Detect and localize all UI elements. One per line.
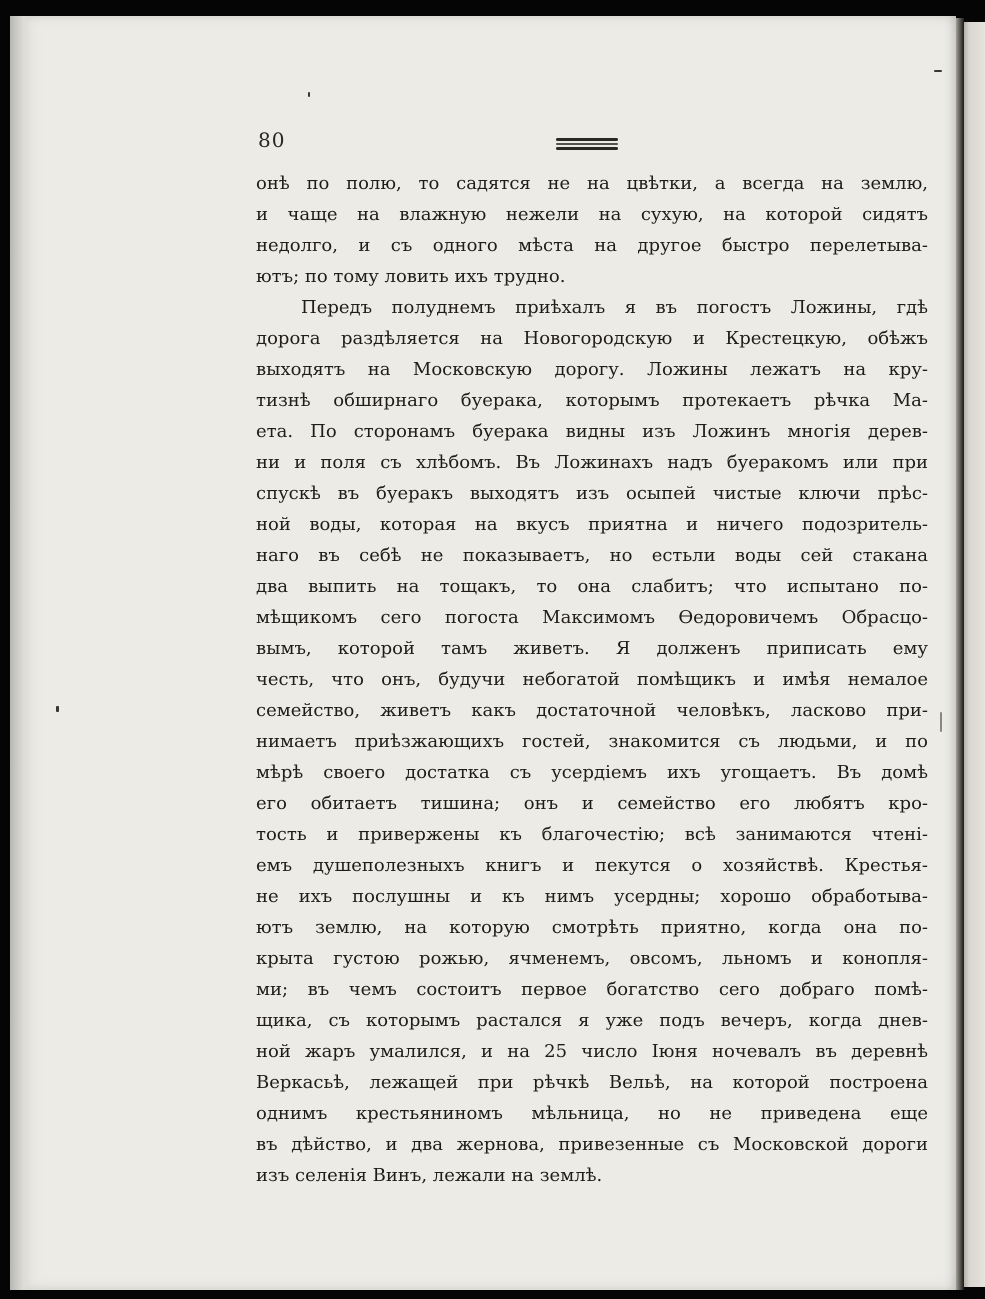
- text-line: ютъ землю, на которую смотрѣть приятно, когда она по-: [256, 917, 928, 938]
- ornament-rule-bottom: [556, 147, 618, 150]
- ink-speck: [940, 712, 942, 732]
- text-line: щика, съ которымъ растался я уже подъ вечеръ, когда днев-: [256, 1010, 928, 1031]
- ink-speck: [308, 92, 310, 97]
- text-line: ютъ; по тому ловить ихъ трудно.: [256, 266, 566, 287]
- text-line: въ дѣйство, и два жернова, привезенные съ Московской дороги: [256, 1134, 928, 1155]
- text-line: спускѣ въ буеракъ выходятъ изъ осыпей чистые ключи прѣс-: [256, 483, 928, 504]
- paragraph-first-line: Передъ полуднемъ приѣхалъ я въ погостъ Ложины, гдѣ: [301, 297, 928, 318]
- page-left-edge: [10, 16, 32, 1290]
- text-line: и чаще на влажную нежели на сухую, на которой сидятъ: [256, 204, 928, 225]
- text-line: тизнѣ обширнаго буерака, которымъ протекаетъ рѣчка Ма-: [256, 390, 928, 411]
- adjacent-page-edge: [961, 22, 985, 1287]
- text-line: выходятъ на Московскую дорогу. Ложины лежатъ на кру-: [256, 359, 928, 380]
- page-number: 80: [258, 128, 286, 152]
- ornament-rule-top: [556, 138, 618, 141]
- ornament-rule-middle: [556, 143, 618, 145]
- text-line: вымъ, которой тамъ живетъ. Я долженъ приписать ему: [256, 638, 928, 659]
- text-line: недолго, и съ одного мѣста на другое быстро перелетыва-: [256, 235, 928, 256]
- text-line: семейство, живетъ какъ достаточной человѣкъ, ласково при-: [256, 700, 928, 721]
- text-line: онѣ по полю, то садятся не на цвѣтки, а всегда на землю,: [256, 173, 928, 194]
- text-line: нимаетъ приѣзжающихъ гостей, знакомится съ людьми, и по: [256, 731, 928, 752]
- text-line: ной жаръ умалился, и на 25 число Іюня ночевалъ въ деревнѣ: [256, 1041, 928, 1062]
- text-line: честь, что онъ, будучи небогатой помѣщикъ и имѣя немалое: [256, 669, 928, 690]
- paragraph-last-line: изъ селенія Винъ, лежали на землѣ.: [256, 1165, 603, 1186]
- text-line: дорога раздѣляется на Новогородскую и Крестецкую, обѣжъ: [256, 328, 928, 349]
- text-line: ной воды, которая на вкусъ приятна и ничего подозритель-: [256, 514, 928, 535]
- header-ornament: [556, 138, 618, 150]
- text-line: однимъ крестьяниномъ мѣльница, но не приведена еще: [256, 1103, 928, 1124]
- text-line: емъ душеполезныхъ книгъ и пекутся о хозяйствѣ. Крестья-: [256, 855, 928, 876]
- text-line: не ихъ послушны и къ нимъ усердны; хорошо обработыва-: [256, 886, 928, 907]
- text-line: тость и привержены къ благочестію; всѣ занимаются чтені-: [256, 824, 928, 845]
- body-text: [256, 168, 928, 1191]
- ink-speck: [56, 706, 59, 712]
- text-line: ни и поля съ хлѣбомъ. Въ Ложинахъ надъ буеракомъ или при: [256, 452, 928, 473]
- text-line: наго въ себѣ не показываетъ, но естьли воды сей стакана: [256, 545, 928, 566]
- text-line: мѣрѣ своего достатка съ усердіемъ ихъ угощаетъ. Въ домѣ: [256, 762, 928, 783]
- text-line: Веркасьѣ, лежащей при рѣчкѣ Вельѣ, на которой построена: [256, 1072, 928, 1093]
- text-line: его обитаетъ тишина; онъ и семейство его любятъ кро-: [256, 793, 928, 814]
- text-line: ета. По сторонамъ буерака видны изъ Ложинъ многія дерев-: [256, 421, 928, 442]
- ink-speck: [934, 70, 942, 72]
- text-line: крыта густою рожью, ячменемъ, овсомъ, льномъ и конопля-: [256, 948, 928, 969]
- text-line: мѣщикомъ сего погоста Максимомъ Өедоровичемъ Обрасцо-: [256, 607, 928, 628]
- text-line: ми; въ чемъ состоитъ первое богатство сего добраго помѣ-: [256, 979, 928, 1000]
- text-line: два выпить на тощакъ, то она слабитъ; что испытано по-: [256, 576, 928, 597]
